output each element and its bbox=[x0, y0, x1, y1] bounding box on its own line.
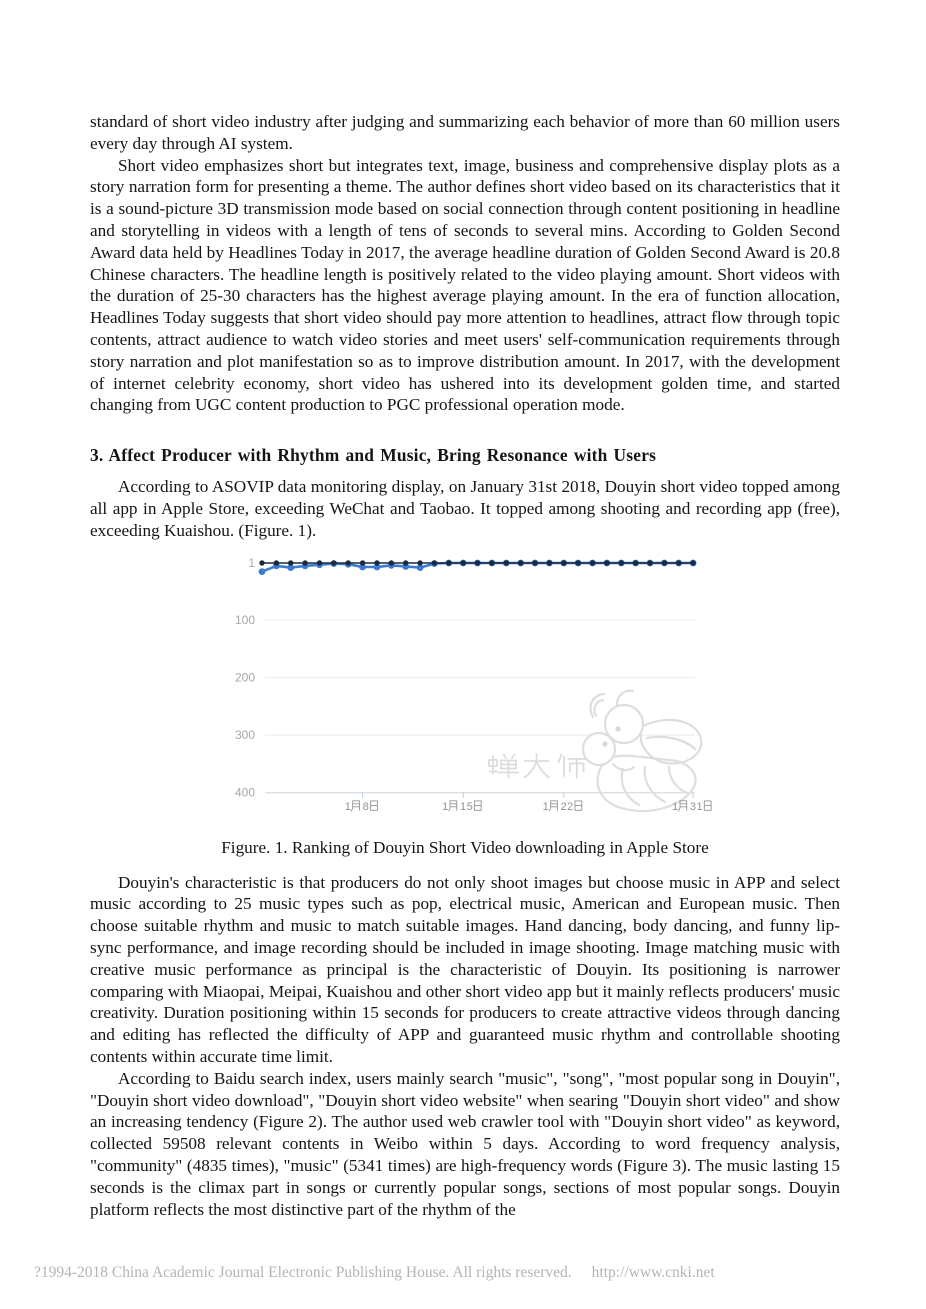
svg-text:1: 1 bbox=[344, 800, 352, 813]
y-tick-label: 300 bbox=[234, 727, 255, 742]
x-tick-label bbox=[345, 800, 378, 812]
page-body-text bbox=[90, 111, 840, 1220]
svg-text:1: 1 bbox=[672, 800, 679, 813]
figure1-line-chart bbox=[225, 545, 715, 827]
page-footer bbox=[34, 1264, 894, 1282]
paragraph-short-video: Short video emphasizes short but integrates text, image, business and comprehensive display plots as a story narration form for presenting a theme. The author defines short video based on its characteristics that it is a sound-picture 3D transmission mode based on social connection through content positioning in headline and storytelling in videos with a length of tens of seconds to several mins. According to Golden Second Award data held by Headlines Today in 2017, the average headline duration of Golden Second Award is 20.8 Chinese characters. The headline length is positively related to the video playing amount. Short videos with the duration of 25-30 characters has the highest average playing amount. In the era of function allocation, Headlines Today suggests that short video should pay more attention to headlines, attract flow through topic contents, attract audience to watch video stories and meet users' self-communication requirements through story narration and plot manifestation so as to improve distribution amount. In 2017, with the development of internet celebrity economy, short video has ushered into its development golden time, and started changing from UGC content production to PGC professional operation mode. bbox=[90, 155, 840, 415]
watermark-text bbox=[489, 754, 585, 778]
footer-copyright: ?1994-2018 China Academic Journal Electronic Publishing House. All rights reserved. bbox=[34, 1264, 572, 1281]
figure-1 bbox=[90, 545, 840, 827]
svg-text:8: 8 bbox=[362, 800, 370, 813]
svg-text:1: 1 bbox=[442, 800, 449, 813]
svg-text:31: 31 bbox=[689, 800, 704, 813]
section-heading: 3. Affect Producer with Rhythm and Music, Bring Resonance with Users bbox=[90, 445, 657, 466]
y-tick-label: 200 bbox=[234, 670, 255, 685]
y-tick-label: 100 bbox=[234, 612, 255, 627]
x-tick-label bbox=[543, 800, 582, 812]
y-tick-label: 1 bbox=[248, 555, 255, 570]
paragraph-asovip: According to ASOVIP data monitoring display, on January 31st 2018, Douyin short video topped among all app in Apple Store, exceeding WeChat and Taobao. It topped among shooting and recording app (free), exceeding Kuaishou. (Figure. 1). bbox=[90, 477, 840, 540]
x-tick-label bbox=[442, 800, 481, 812]
paragraph-baidu-index: According to Baidu search index, users mainly search "music", "song", "most popular song in Douyin", "Douyin short video download", "Douyin short video website" when searing "Douyin short video" and show an increasing tendency (Figure 2). The author used web crawler tool with "Douyin short video" as keyword, collected 59508 relevant contents in Weibo within 5 days. According to word frequency analysis, "community" (4835 times), "music" (5341 times) are high-frequency words (Figure 3). The music lasting 15 seconds is the climax part in songs or currently popular songs, sections of most popular songs. Douyin platform reflects the most distinctive part of the rhythm of the bbox=[90, 1068, 840, 1219]
figure-1-caption: Figure. 1. Ranking of Douyin Short Video downloading in Apple Store bbox=[221, 837, 709, 857]
paragraph-continuation: standard of short video industry after judging and summarizing each behavior of more than 60 million users every day through AI system. bbox=[90, 112, 840, 153]
y-tick-label: 400 bbox=[234, 785, 255, 800]
footer-url[interactable]: http://www.cnki.net bbox=[591, 1264, 715, 1281]
svg-text:15: 15 bbox=[459, 800, 474, 813]
x-tick-label bbox=[672, 800, 711, 812]
svg-text:22: 22 bbox=[560, 800, 574, 813]
paragraph-douyin-characteristic: Douyin's characteristic is that producers do not only shoot images but choose music in APP and select music according to 25 music types such as pop, electrical music, American and European music. Then choose suitable rhythm and music to match suitable images. Hand dancing, body dancing, and funny lip-sync performance, and image recording should be included in image shooting. Image matching music with creative music performance as principal is the characteristic of Douyin. Its positioning is narrower comparing with Miaopai, Meipai, Kuaishou and other short video app but it mainly reflects producers' music creativity. Duration positioning within 15 seconds for producers to create attractive videos through dancing and editing has reflected the difficulty of APP and guaranteed music rhythm and controllable shooting contents within accurate time limit. bbox=[90, 872, 840, 1066]
svg-text:1: 1 bbox=[542, 800, 550, 813]
